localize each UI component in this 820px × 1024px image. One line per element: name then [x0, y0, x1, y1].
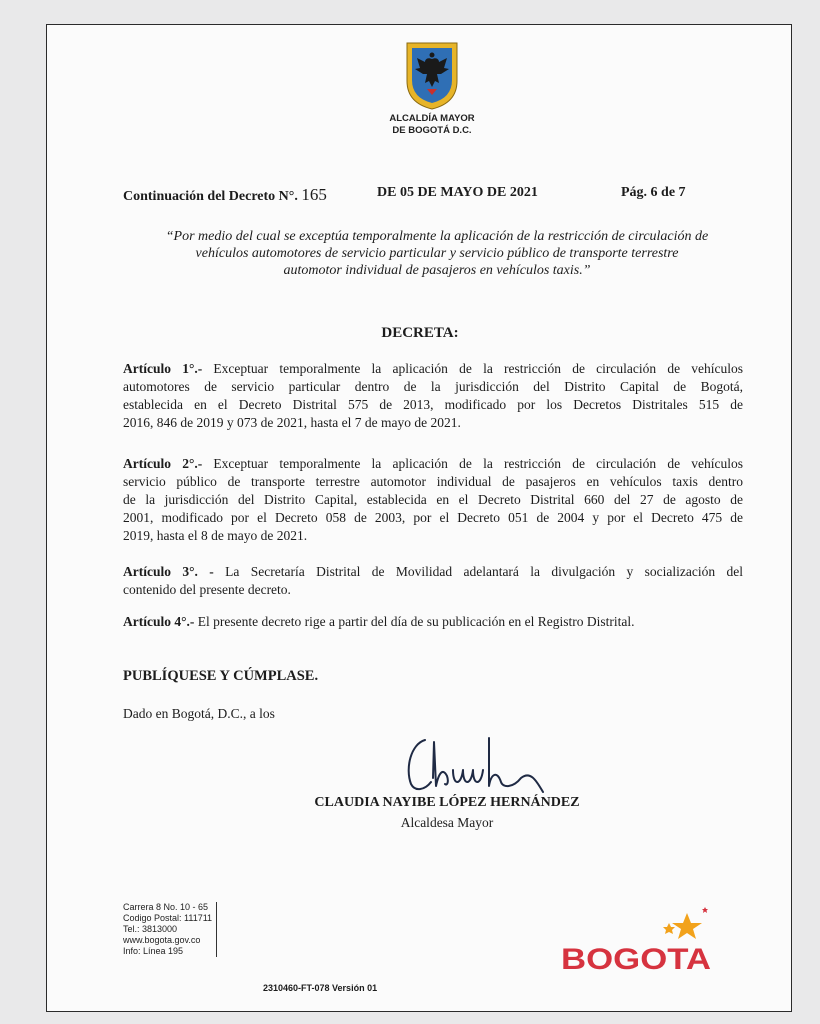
article-label: Artículo 4°.- — [123, 614, 195, 629]
decree-number: 165 — [301, 185, 327, 204]
signer-role: Alcaldesa Mayor — [400, 815, 494, 830]
org-name — [347, 113, 517, 137]
handwritten-signature-icon — [403, 730, 563, 800]
decree-date: DE 05 DE MAYO DE 2021 — [377, 185, 538, 200]
star-small-icon — [663, 923, 675, 934]
star-icon — [672, 913, 702, 939]
signer-name: CLAUDIA NAYIBE LÓPEZ HERNÁNDEZ — [314, 795, 580, 810]
bogota-coat-of-arms-icon — [403, 41, 461, 111]
article-1: Artículo 1°.- Exceptuar temporalmente la aplicación de la restricción de circulación de vehículos automotores de servicio particular dentro de la jurisdicción del Distrito Capital de Bogotá, establecida en el Decreto Distrital 575 de 2013, modificado por los Decretos Distritales 515 de 2016, 846 de 2019 y 073 de 2021, hasta el 7 de mayo de 2021. — [123, 361, 743, 430]
article-4: Artículo 4°.- El presente decreto rige a partir del día de su publicación en el Registro Distrital. — [123, 614, 635, 629]
document-page — [46, 24, 792, 1012]
article-label: Artículo 1°.- — [123, 361, 203, 376]
star-tiny-icon — [702, 907, 708, 913]
article-2: Artículo 2°.- Exceptuar temporalmente la aplicación de la restricción de circulación de vehículos servicio público de transporte terrestre automotor individual de pasajeros en vehículos taxis dentro de la jurisdicción del Distrito Capital, establecida en el Decreto Distrital 660 del 27 de agosto de 2001, modificado por el Decreto 058 de 2003, por el Decreto 051 de 2004 y por el Decreto 475 de 2019, hasta el 8 de mayo de 2021. — [123, 456, 743, 543]
footer-address: Carrera 8 No. 10 - 65 Codigo Postal: 111711 Tel.: 3813000 www.bogota.gov.co Info: Línea 195 — [123, 902, 217, 957]
bogota-brand-logo — [559, 903, 719, 983]
decreta-heading: DECRETA: — [381, 325, 459, 341]
org-name-line1: ALCALDÍA MAYOR — [389, 113, 475, 124]
article-3: Artículo 3°. - La Secretaría Distrital de Movilidad adelantará la divulgación y socialización del contenido del presente decreto. — [123, 564, 743, 597]
page-number: Pág. 6 de 7 — [621, 185, 686, 200]
form-code: 2310460-FT-078 Versión 01 — [263, 983, 378, 993]
brand-wordmark: BOGOTA — [561, 943, 711, 976]
org-name-line2: DE BOGOTÁ D.C. — [392, 125, 472, 136]
decree-subtitle: “Por medio del cual se exceptúa temporalmente la aplicación de la restricción de circulación de vehículos automotores de servicio particular y servicio público de transporte terrestre automotor individual de pasajeros en vehículos taxis.” — [165, 229, 709, 278]
dado-en-text: Dado en Bogotá, D.C., a los — [123, 706, 275, 721]
publiquese-heading: PUBLÍQUESE Y CÚMPLASE. — [123, 668, 319, 684]
decree-continuation: Continuación del Decreto N°. 165 — [123, 185, 327, 204]
article-label: Artículo 3°. - — [123, 564, 214, 579]
article-label: Artículo 2°.- — [123, 456, 203, 471]
